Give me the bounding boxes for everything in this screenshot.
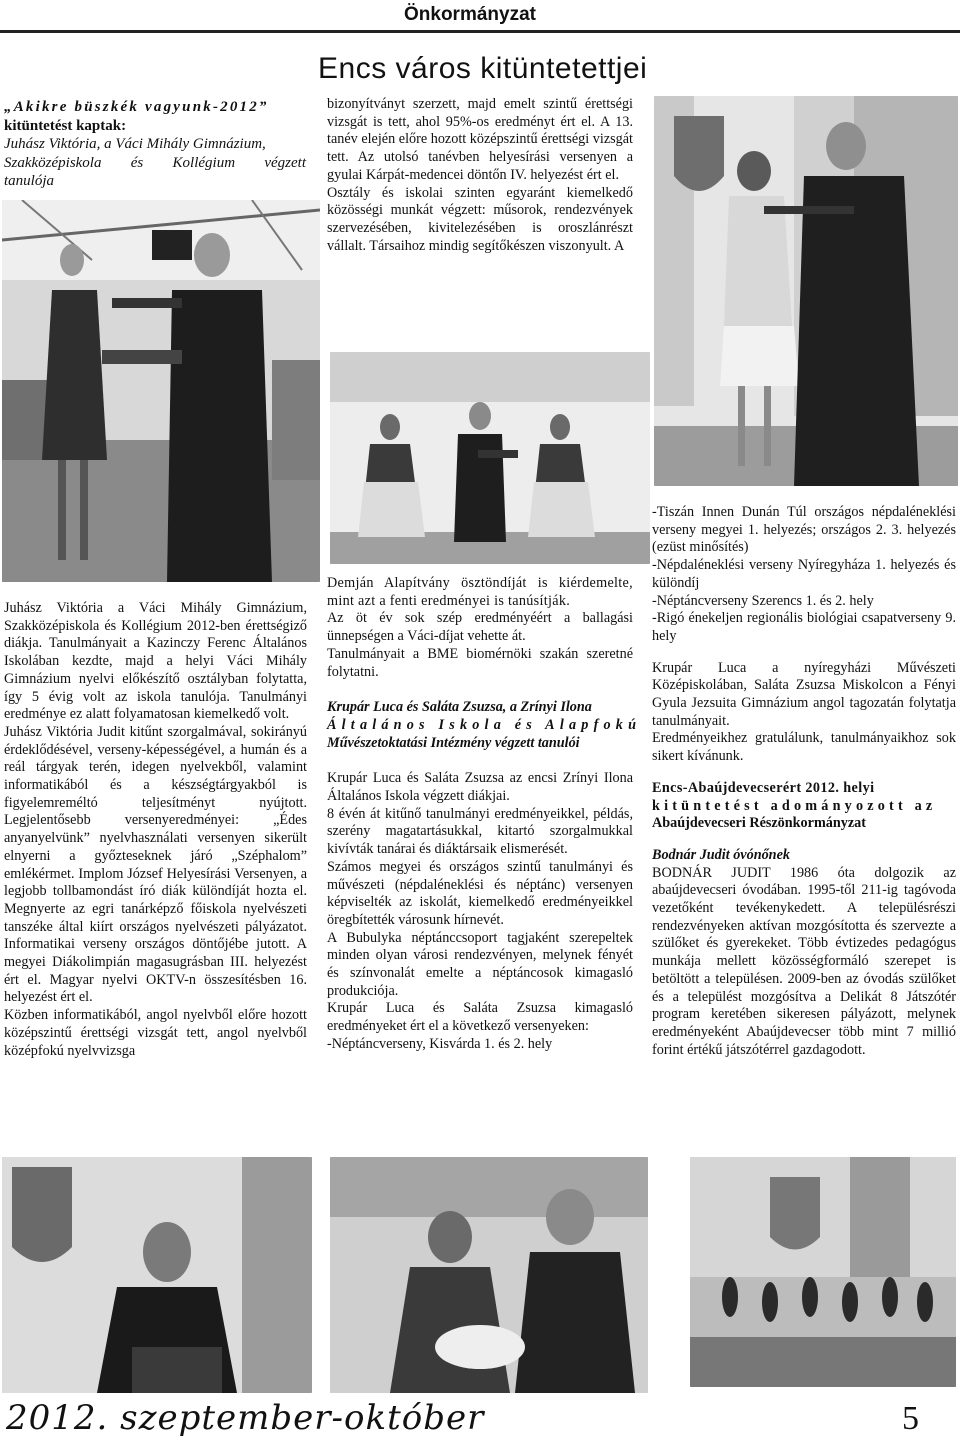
intro-line-5: tanulója: [4, 173, 55, 190]
col3-item-3: -Néptáncverseny Szerencs 1. és 2. hely: [652, 592, 874, 609]
col1-p1: Juhász Viktória a Váci Mihály Gimnázium, Szakközépiskola és Kollégium 2012-ben érettségiző diákja. Tanulmányait a Kazinczy Ferenc Általános Iskolában kezdte, majd a helyi Váci Mihály Gimnázium nyelvi előkészítő osztályban folytatta, így 5 évig volt az iskola tanulója. Tanulmányi eredménye ez alatt folyamatosan kiemelkedő volt.: [4, 600, 307, 723]
photo-speaker-podium: [2, 1157, 312, 1393]
photo-viktoria-award: [2, 200, 320, 582]
col3-award-line3: Abaújdevecseri Részönkormányzat: [652, 815, 866, 832]
photo-cooking-event: [330, 1157, 648, 1393]
col2-main-text: [327, 575, 642, 1054]
intro-line-4: Szakközépiskola és Kollégium végzett: [4, 154, 306, 171]
col2-p2: Az öt év sok szép eredményéért a ballagási ünnepségen a Váci-díjat vehette át.: [327, 610, 633, 645]
col2-subheading-line1: Krupár Luca és Saláta Zsuzsa, a Zrínyi Ilona: [327, 699, 592, 716]
col3-p2: Eredményeikhez gratulálunk, tanulmányaikhoz sok sikert kívánunk.: [652, 730, 956, 765]
page-headline: Encs város kitüntetettjei: [318, 52, 648, 85]
section-title: Önkormányzat: [404, 4, 536, 25]
col2-subheading-line2: Általános Iskola és Alapfokú: [327, 716, 642, 733]
col3-item-2: -Népdaléneklési verseny Nyíregyháza 1. helyezés és különdíj: [652, 557, 956, 591]
col2-p7: A Bubulyka néptánccsoport tagjaként szerepeltek minden olyan városi rendezvényen, melynek fényét és színvonalát emelte a néptáncosok kimagasló produkciója.: [327, 929, 633, 999]
col1-p3: Közben informatikából, angol nyelvből előre hozott középszintű érettségi vizsgát tett, angol nyelvből középfokú nyelvvizsga: [4, 1007, 307, 1059]
col3-p3: BODNÁR JUDIT 1986 óta dolgozik az abaújdevecseri óvodában. 1995-től 211-ig tagóvoda vezetőként tevékenykedett. A településrészi rendezvényeken aktívan mozgósította és szervezte a szülőket és gyerekeket. Több évtizedes pedagógus munkája mellett közösségformáló szerepet is betöltött a településen. 2009-ben az óvodás szülőket és a települést mozgósítva a Delikát 8 Játszótér program keretében sikeresen pályázott, melynek eredményeként Abaújdevecser több mint 7 millió forint értékű játszótérrel gazdagodott.: [652, 864, 956, 1058]
col2-top-p2: Osztály és iskolai szinten egyaránt kiemelkedő közösségi munkát végzett: műsorok, rendezvények szervezésében, kivitelezésében is oroszlánrészt vállalt. Társaihoz mindig segítőkészen viszonyult. A: [327, 184, 633, 254]
col2-p3: Tanulmányait a BME biomérnöki szakán szeretné folytatni.: [327, 645, 633, 680]
col1-main-text: [4, 600, 307, 1060]
footer-issue-date: 2012. szeptember-október: [6, 1398, 485, 1438]
col2-p9: -Néptáncverseny, Kisvárda 1. és 2. hely: [327, 1035, 553, 1052]
col2-top-text: [327, 96, 633, 255]
col3-item-1: -Tiszán Innen Dunán Túl országos népdaléneklési verseny megyei 1. helyezés; országos 2. 3. helyezés (ezüst minősítés): [652, 504, 956, 556]
col2-p6: Számos megyei és országos szintű tanulmányi és művészeti (népdaléneklési és néptánc) versenyen képviselték az iskolát, kiemelkedő eredményeikkel öregbítették városunk hírnevét.: [327, 858, 633, 928]
col3-subheading: Bodnár Judit óvónőnek: [652, 846, 790, 863]
photo-stage-dancers: [330, 352, 650, 564]
section-divider: [0, 30, 960, 33]
col3-award-line1: Encs-Abaújdevecserért 2012. helyi: [652, 779, 875, 796]
col3-award-heading: [652, 780, 956, 833]
col2-p1: Demján Alapítvány ösztöndíját is kiérdemelte, mint azt a fenti eredményei is tanúsítják.: [327, 575, 633, 609]
col1-p2: Juhász Viktória Judit kitűnt szorgalmával, sokirányú érdeklődésével, verseny-képességével, a humán és a reál tárgyak terén, idegen nyelvekből, valamint informatikából és a készségtárgyakból is figyelemreméltó teljesítményt nyújtott. Legjelentősebb versenyeredményei: „Édes anyanyelvünk” nyelvhasználati versenyen sikerült elnyerni a győzteseknek járó „Széphalom” emlékérmet. Implom József Helyesírási Versenyen, a legjobb tollbamondást író diák különdíját hozta el. Megnyerte az egri tanárképző főiskola nyelvészeti tanszéke által kiírt országos nyelvészeti pályázatot. Informatikai verseny országos döntőjébe jutott. A megyei Diákolimpián magasugrásban III. helyezést ért el. Magyar nyelvi OKTV-n összesítésben 16. helyezést ért el.: [4, 723, 307, 1006]
col3-p1: Krupár Luca a nyíregyházi Művészeti Középiskolában, Saláta Zsuzsa Miskolcon a Fényi Gyula Jezsuita Gimnázium angol tagozatán folytatja tanulmányait.: [652, 659, 956, 729]
photo-folk-dancers: [690, 1157, 956, 1387]
col2-p4: Krupár Luca és Saláta Zsuzsa az encsi Zrínyi Ilona Általános Iskola végzett diákjai.: [327, 770, 633, 805]
intro-line-3: Juhász Viktória, a Váci Mihály Gimnázium,: [4, 136, 266, 153]
col2-subheading: [327, 699, 642, 752]
col2-top-p1: bizonyítványt szerzett, majd emelt szintű érettségi vizsgát is tett, ahol 95%-os eredményt ért el. A 13. tanév elején előre hozott középszintű érettségi vizsgát tett. Az utolsó tanévben helyesírási versenyen a gyulai Kárpát-medencei döntőn IV. helyezést ért el.: [327, 96, 633, 183]
photo-award-woman: [654, 96, 958, 486]
intro-line-title: „Akikre büszkék vagyunk-2012”: [4, 99, 269, 115]
col2-subheading-line3: Művészetoktatási Intézmény végzett tanulói: [327, 734, 580, 751]
intro-line-2: kitüntetést kaptak:: [4, 117, 127, 134]
col2-p5: 8 évén át kitűnő tanulmányi eredményeikkel, példás, szerény magatartásukkal, kitartó szorgalmukkal kivívták tanárai és diáktársaik elismerését.: [327, 805, 633, 858]
col2-p8: Krupár Luca és Saláta Zsuzsa kimagasló eredményeket ért el a következő versenyeken:: [327, 1000, 633, 1035]
col3-main-text: [652, 504, 956, 1059]
footer-page-number: 5: [902, 1400, 919, 1437]
intro-block: [4, 98, 306, 191]
col3-award-line2: kitüntetést adományozott az: [652, 797, 937, 814]
col3-item-4: -Rigó énekeljen regionális biológiai csapatverseny 9. hely: [652, 610, 956, 644]
